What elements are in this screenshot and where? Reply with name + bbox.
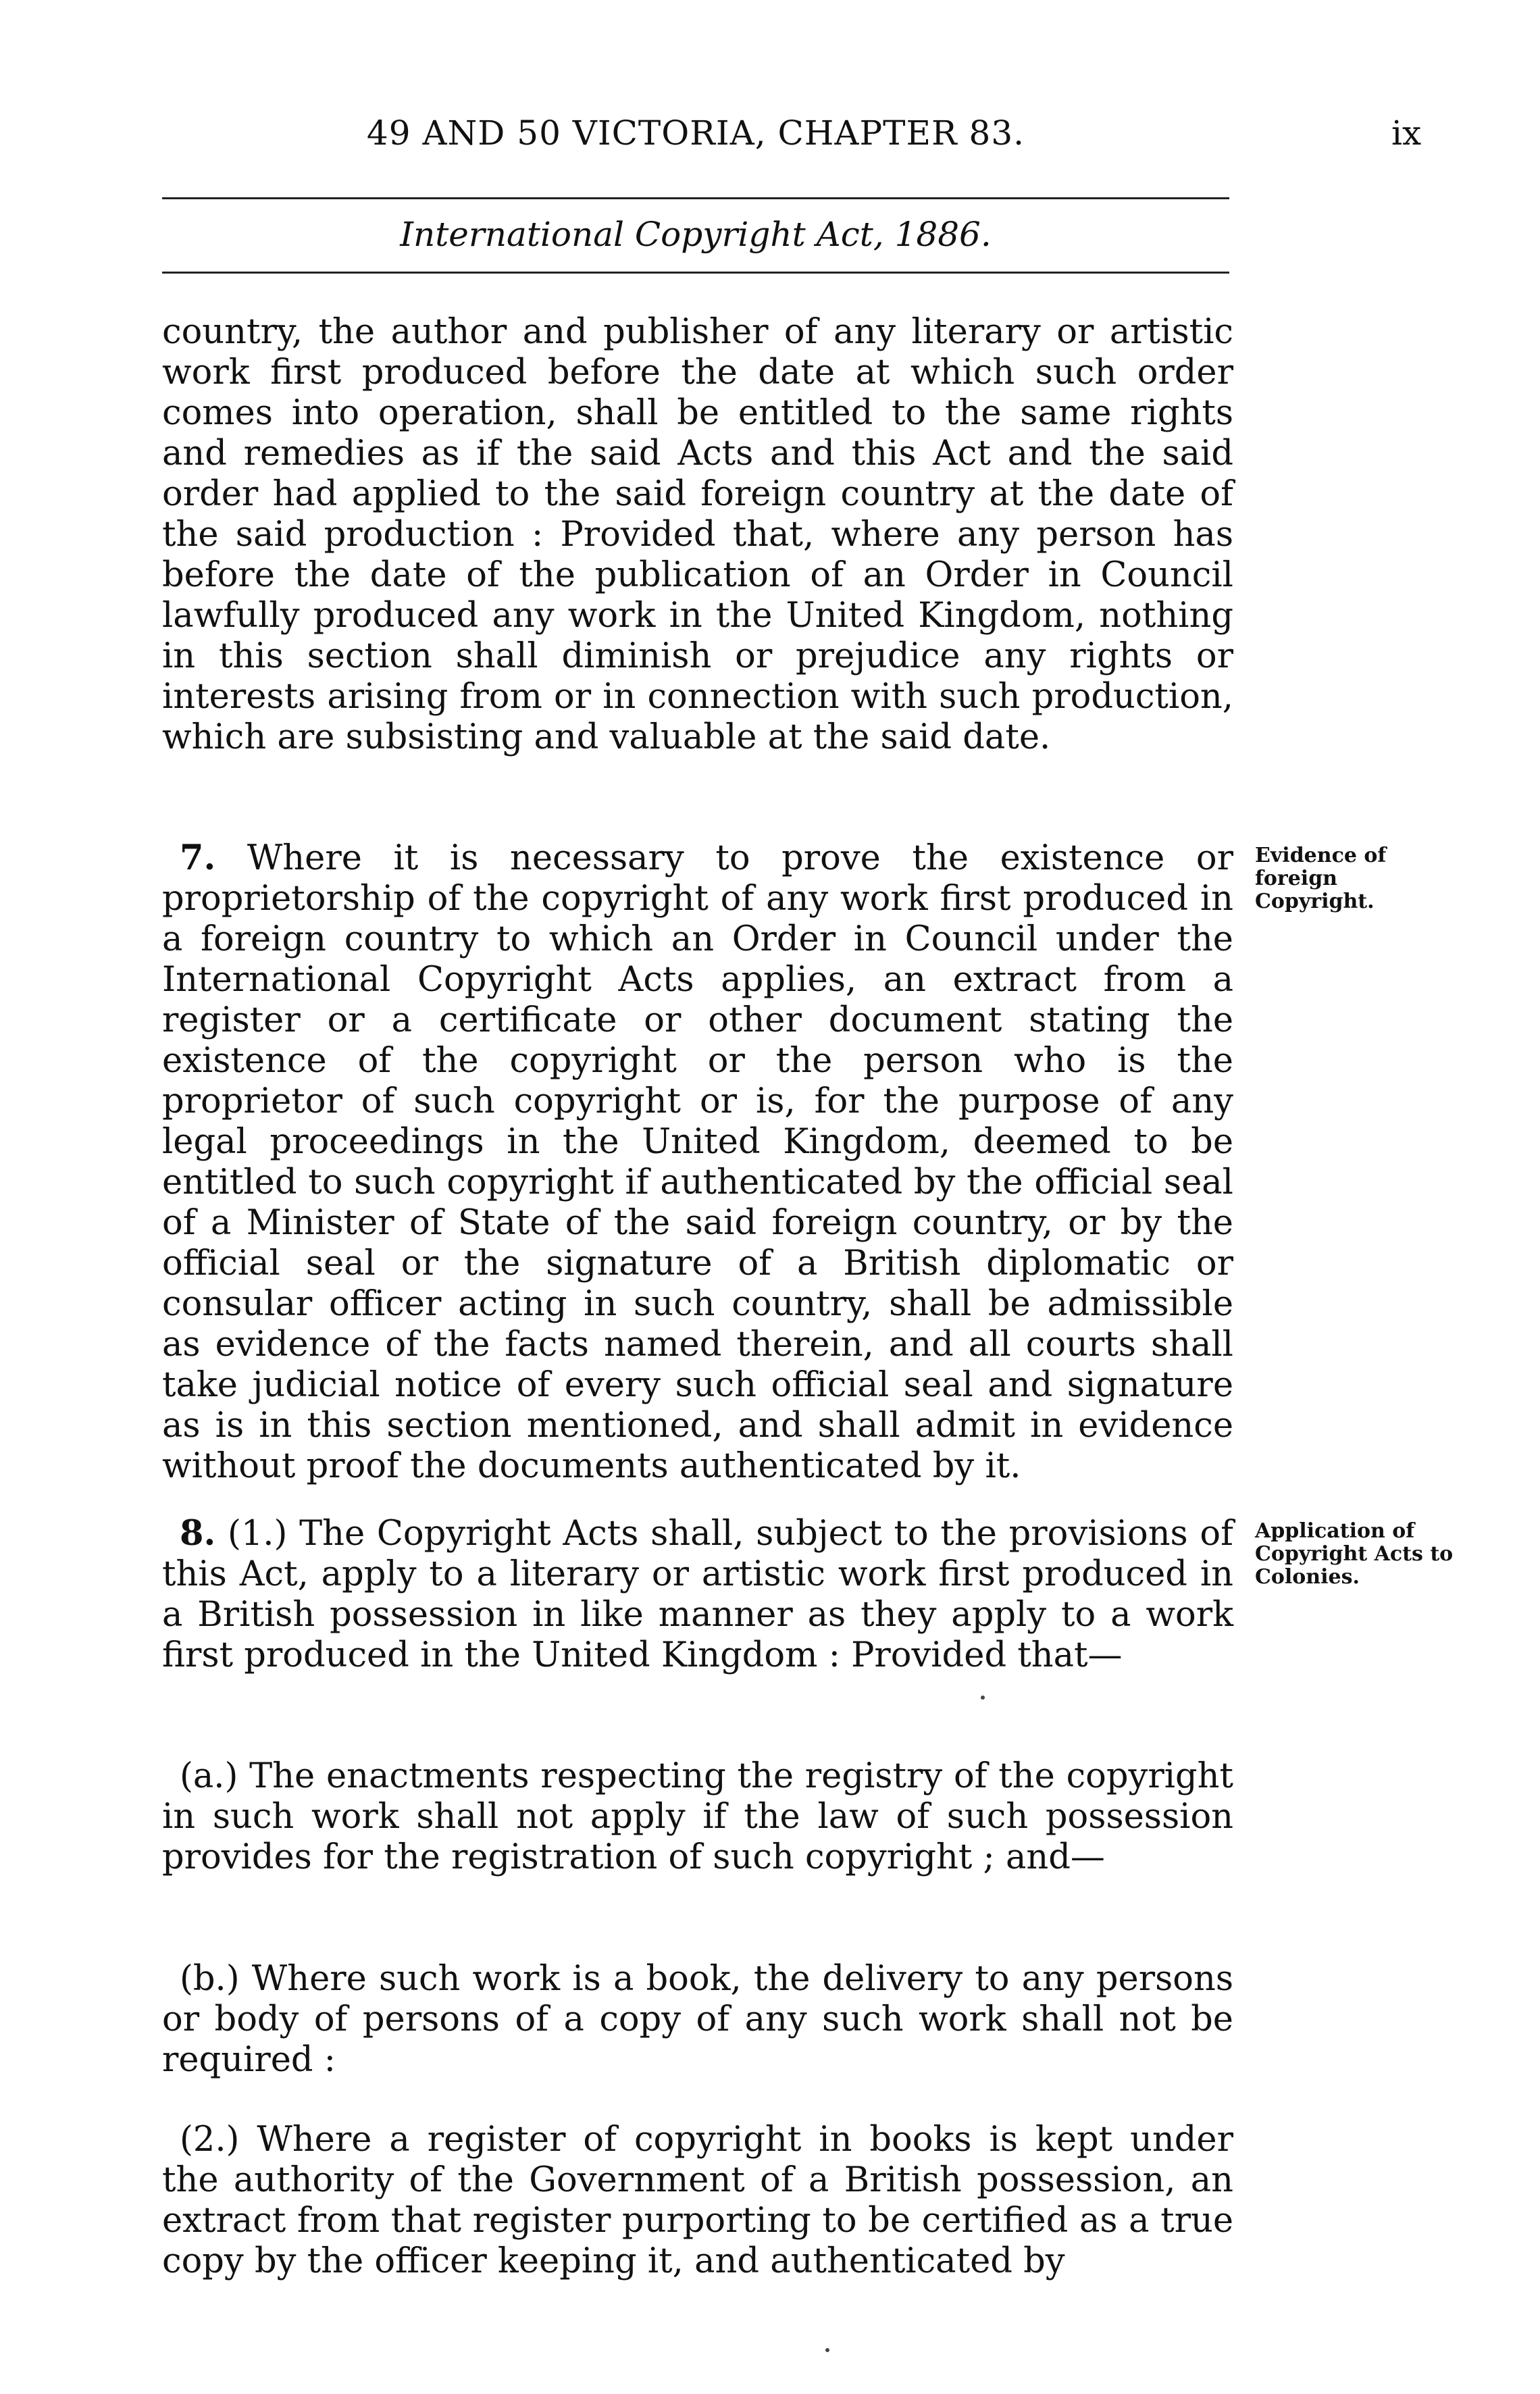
header-rule-bottom bbox=[162, 272, 1229, 274]
subsection-text: (a.) The enactments respecting the registry of the copyright in such work shall not apply if the law of such possession provides for the registration of such copyright ; and— bbox=[162, 1756, 1233, 1877]
paragraph-continuation bbox=[162, 312, 1233, 758]
page-number: ix bbox=[1391, 113, 1422, 153]
subsection-a bbox=[162, 1756, 1233, 1878]
paragraph-text: country, the author and publisher of any literary or artistic work first produced before the date at which such order comes into operation, shall be entitled to the same rights and remedies as if the said Acts and this Act and the said order had applied to the said foreign country at the date of the said production : Provided that, where any person has before the date of the publication of an Order in Council lawfully produced any work in the United Kingdom, nothing in this section shall diminish or prejudice any rights or interests arising from or in connection with such production, which are subsisting and valuable at the said date. bbox=[162, 312, 1233, 757]
subsection-text: (b.) Where such work is a book, the delivery to any persons or body of persons of a copy of any such work shall not be required : bbox=[162, 1959, 1233, 2080]
marginal-note-section-8: Application of Copyright Acts to Colonies. bbox=[1255, 1519, 1454, 1589]
subsection-2 bbox=[162, 2120, 1233, 2282]
section-number: 7. bbox=[180, 838, 216, 878]
header-rule-top bbox=[162, 197, 1229, 199]
subsection-b bbox=[162, 1959, 1233, 2081]
print-speck bbox=[825, 2348, 829, 2352]
print-speck bbox=[981, 1696, 985, 1700]
section-7 bbox=[162, 838, 1233, 1487]
subsection-text: (2.) Where a register of copyright in books is kept under the authority of the Government of a British possession, an extract from that register purporting to be certified as a true copy by the officer keeping it, and authenticated by bbox=[162, 2120, 1233, 2281]
marginal-note-section-7: Evidence of foreign Copyright. bbox=[1255, 844, 1387, 913]
section-text: (1.) The Copyright Acts shall, subject to the provisions of this Act, apply to a literary or artistic work first produced in a British possession in like manner as they apply to a work first produced in the United Kingdom : Provided that— bbox=[162, 1514, 1233, 1675]
section-8 bbox=[162, 1513, 1233, 1676]
running-head: 49 AND 50 VICTORIA, CHAPTER 83. bbox=[366, 113, 1025, 153]
section-number: 8. bbox=[180, 1513, 216, 1554]
section-text: Where it is necessary to prove the existence or proprietorship of the copyright of any work first produced in a foreign country to which an Order in Council under the International Copyright Acts applies, an extract from a register or a certificate or other document stating the existence of the copyright or the person who is the proprietor of such copyright or is, for the purpose of any legal proceedings in the United Kingdom, deemed to be entitled to such copyright if authenticated by the official seal of a Minister of State of the said foreign country, or by the official seal or the signature of a British diplomatic or consular officer acting in such country, shall be admissible as evidence of the facts named therein, and all courts shall take judicial notice of every such official seal and signature as is in this section mentioned, and shall admit in evidence without proof the documents authenticated by it. bbox=[162, 838, 1233, 1486]
act-title: International Copyright Act, 1886. bbox=[400, 215, 992, 254]
